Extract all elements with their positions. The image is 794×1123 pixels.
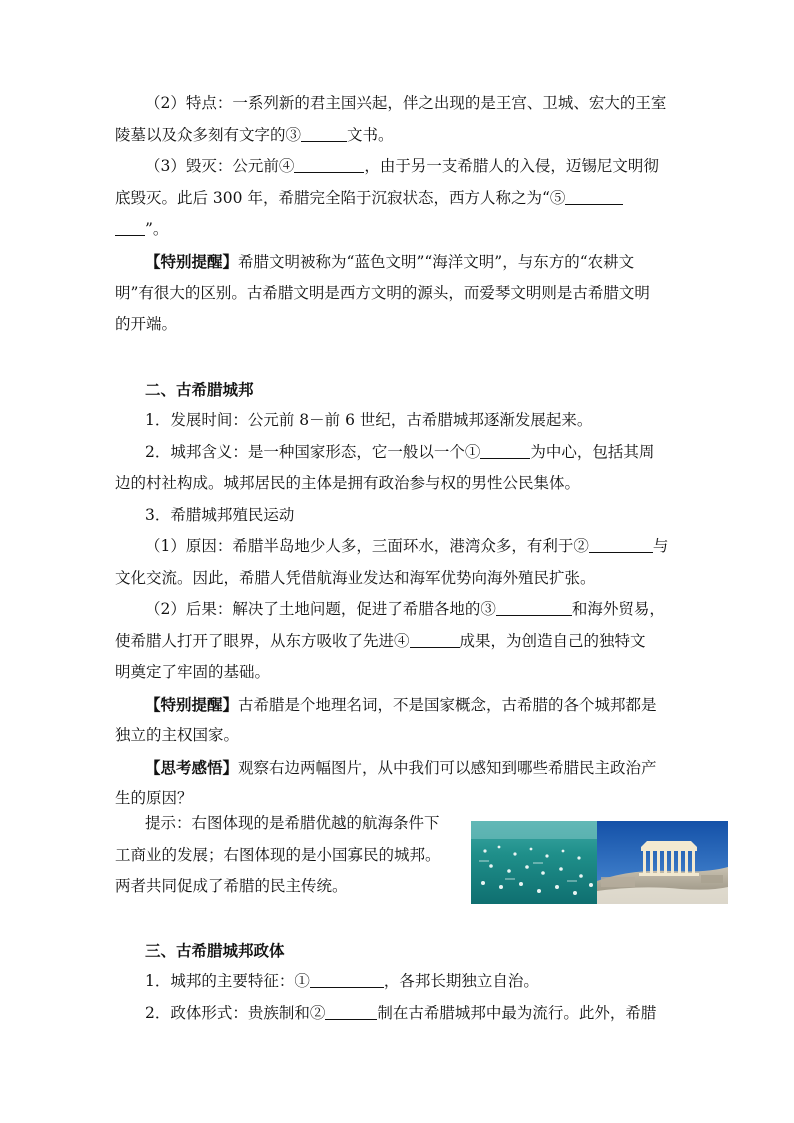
text-line: 1．城邦的主要特征：① ，各邦长期独立自治。 <box>145 966 683 998</box>
text-line: 【思考感悟】观察右边两幅图片，从中我们可以感知到哪些希腊民主政治产 <box>145 757 657 777</box>
mycenae-destruction-paragraph <box>115 151 683 246</box>
fill-blank-5a[interactable] <box>565 186 623 205</box>
text-line: 3．希腊城邦殖民运动 <box>145 505 295 524</box>
text-line: 生的原因？ <box>115 789 193 807</box>
text-line: 陵墓以及众多刻有文字的③ 文书。 <box>115 120 683 152</box>
reminder-label: 【特别提醒】 <box>145 252 239 271</box>
fill-blank-5b[interactable] <box>115 217 145 236</box>
city-state-paragraphs <box>115 405 683 815</box>
text-line: 底毁灭。此后 300 年，希腊完全陷于沉寂状态，西方人称之为“⑤ <box>115 183 683 215</box>
text-line: 明奠定了牢固的基础。 <box>115 663 271 681</box>
text-line: 的开端。 <box>115 315 178 333</box>
parthenon-image <box>597 821 728 904</box>
special-reminder-1 <box>115 246 683 341</box>
fill-blank-1b[interactable] <box>310 969 384 988</box>
reminder-label: 【特别提醒】 <box>145 694 239 714</box>
fill-blank-3b[interactable] <box>496 597 572 616</box>
text-line: ”。 <box>115 214 683 246</box>
reflection-label: 【思考感悟】 <box>145 757 239 777</box>
hint-paragraph <box>115 808 475 903</box>
text-line: 明”有很大的区别。古希腊文明是西方文明的源头，而爱琴文明则是古希腊文明 <box>115 283 650 302</box>
text-line: 【特别提醒】希腊文明被称为“蓝色文明”“海洋文明”，与东方的“农耕文 <box>145 252 635 271</box>
fleet-image <box>471 821 597 904</box>
text-line: （2）后果：解决了土地问题，促进了希腊各地的③ 和海外贸易， <box>145 594 683 626</box>
polity-paragraphs <box>145 966 683 1029</box>
text-line: 独立的主权国家。 <box>115 726 240 744</box>
text-line: 2．政体形式：贵族制和② 制在古希腊城邦中最为流行。此外，希腊 <box>145 998 683 1030</box>
text-line: 提示：右图体现的是希腊优越的航海条件下 <box>145 814 440 832</box>
section-heading-2: 二、古希腊城邦 <box>145 380 254 399</box>
fill-blank-3[interactable] <box>301 123 347 142</box>
text-line: 1．发展时间：公元前 8－前 6 世纪，古希腊城邦逐渐发展起来。 <box>145 411 593 429</box>
text-line: （2）特点：一系列新的君主国兴起，伴之出现的是王宫、卫城、宏大的王室 <box>145 94 667 112</box>
text-line: 【特别提醒】古希腊是个地理名词，不是国家概念，古希腊的各个城邦都是 <box>145 694 657 714</box>
illustrations-svg <box>471 821 728 904</box>
mycenae-features-paragraph <box>115 88 683 151</box>
text-line: 文化交流。因此，希腊人凭借航海业发达和海军优势向海外殖民扩张。 <box>115 568 596 587</box>
text-line: （1）原因：希腊半岛地少人多，三面环水，港湾众多，有利于② 与 <box>145 531 683 563</box>
text-line: （3）毁灭：公元前④ ，由于另一支希腊人的入侵，迈锡尼文明彻 <box>145 151 683 183</box>
fill-blank-1[interactable] <box>480 440 530 459</box>
text-line: 两者共同促成了希腊的民主传统。 <box>115 877 348 895</box>
fill-blank-4b[interactable] <box>410 629 460 648</box>
text-line: 边的村社构成。城邦居民的主体是拥有政治参与权的男性公民集体。 <box>115 474 581 492</box>
text-line: 2．城邦含义：是一种国家形态，它一般以一个① 为中心，包括其周 <box>145 437 683 469</box>
text-line: 工商业的发展；右图体现的是小国寡民的城邦。 <box>115 845 441 864</box>
fill-blank-2[interactable] <box>589 534 653 553</box>
fill-blank-4[interactable] <box>294 154 364 173</box>
fill-blank-2b[interactable] <box>325 1001 377 1020</box>
illustration-pair <box>471 821 728 904</box>
text-line: 使希腊人打开了眼界，从东方吸收了先进④ 成果，为创造自己的独特文 <box>115 626 683 658</box>
section-heading-3: 三、古希腊城邦政体 <box>145 941 285 960</box>
